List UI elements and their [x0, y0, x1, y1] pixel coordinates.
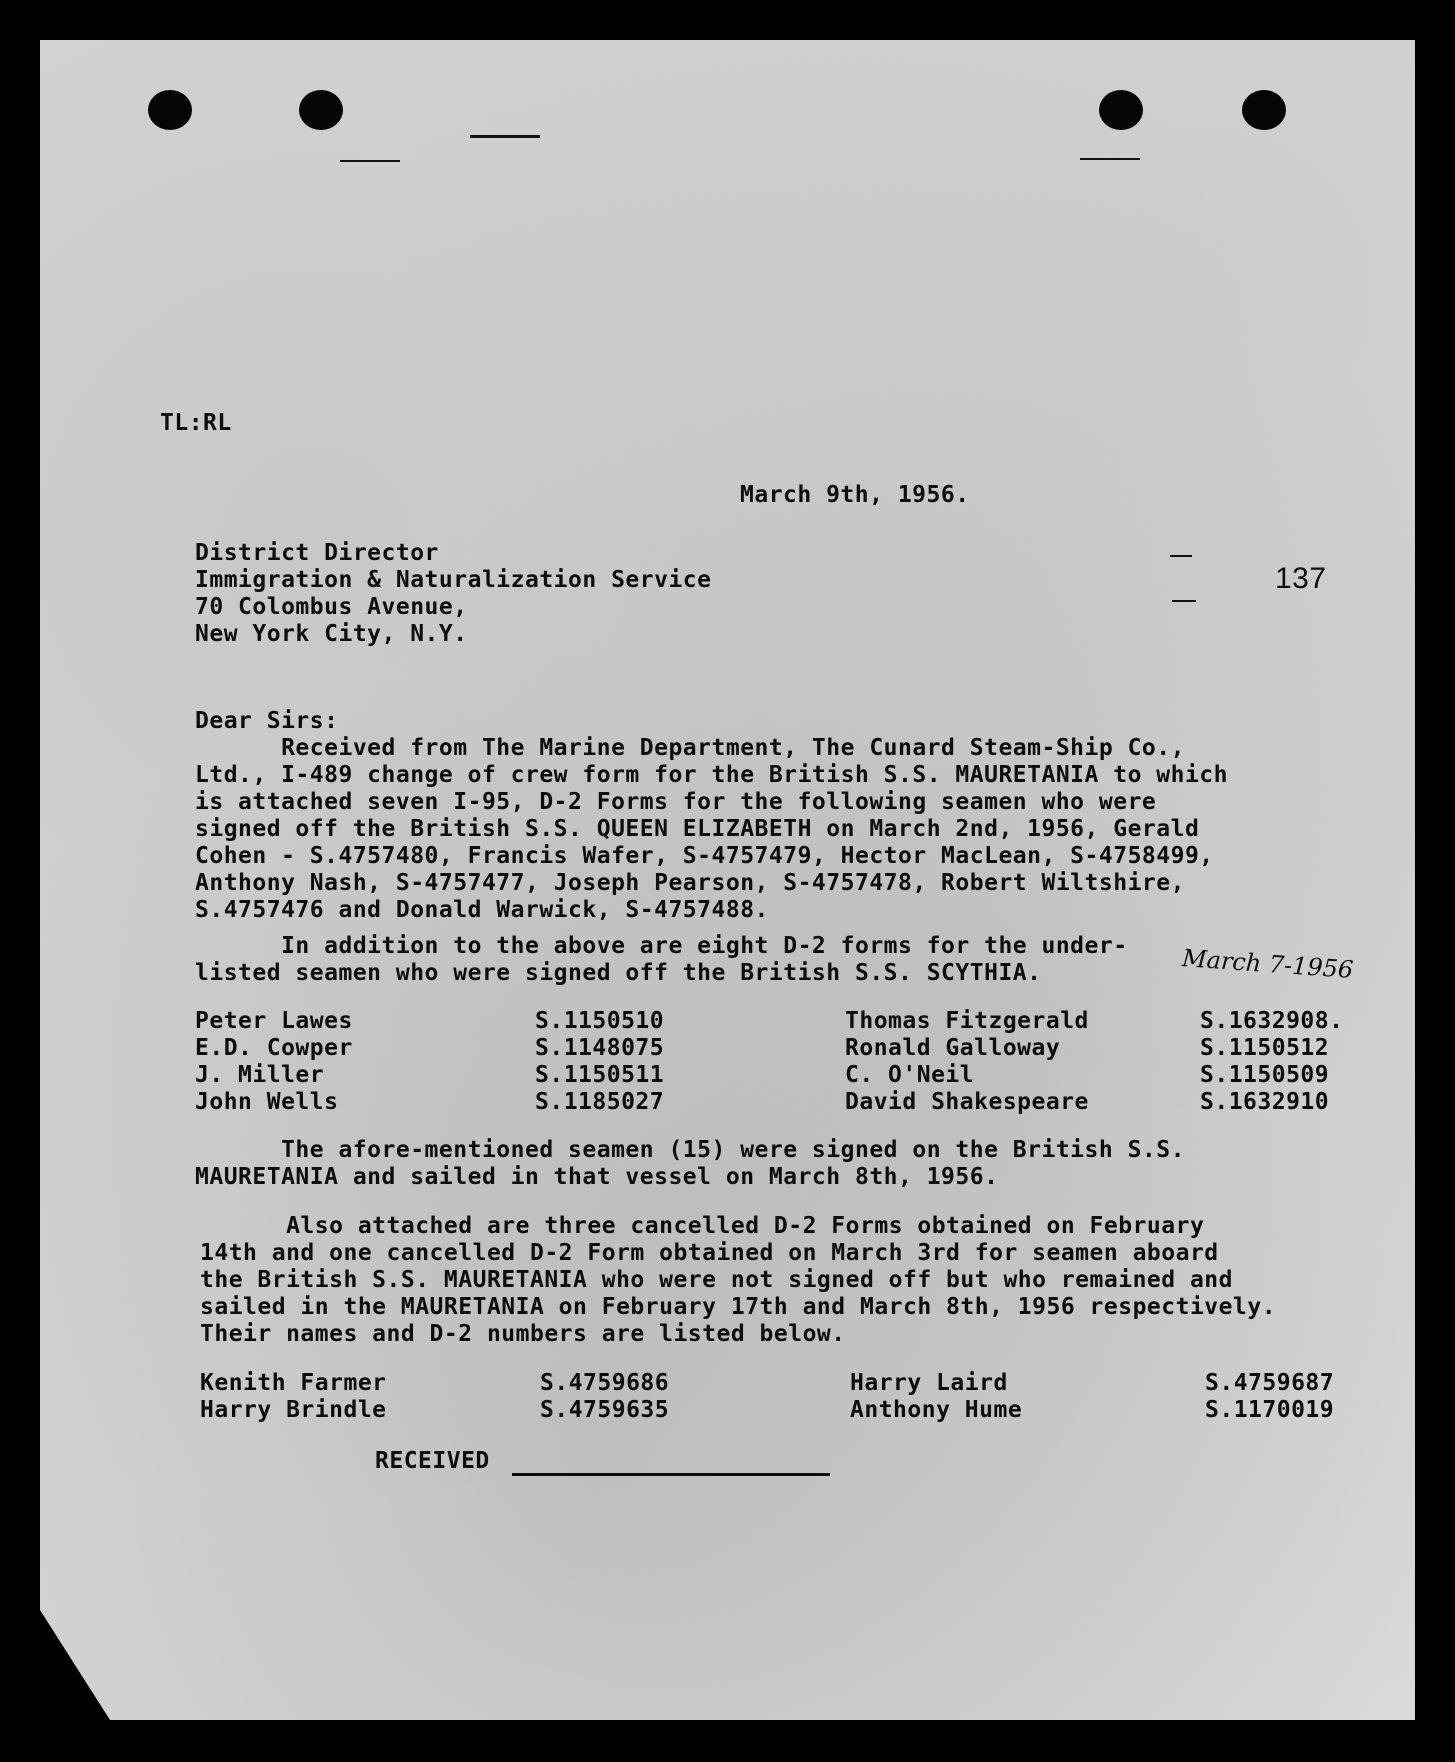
seaman-name: Peter Lawes: [195, 1008, 353, 1034]
text-line: The afore-mentioned seamen (15) were signed on the British S.S.: [195, 1137, 1185, 1163]
punch-hole: [299, 90, 343, 130]
seaman-name: David Shakespeare: [845, 1089, 1089, 1115]
paragraph-4: [200, 1213, 1276, 1348]
seaman-number: S.1632908.: [1200, 1008, 1344, 1034]
text-line: Anthony Nash, S-4757477, Joseph Pearson, S-4757478, Robert Wiltshire,: [195, 870, 1185, 896]
paragraph-3: [195, 1137, 1185, 1191]
seaman-name: C. O'Neil: [845, 1062, 975, 1088]
letter-date: March 9th, 1956.: [740, 482, 970, 508]
seaman-number: S.4759686: [540, 1370, 670, 1396]
text-line: Ltd., I-489 change of crew form for the British S.S. MAURETANIA to which: [195, 762, 1228, 788]
signature-line: [512, 1473, 830, 1476]
text-line: 14th and one cancelled D-2 Form obtained on March 3rd for seamen aboard: [200, 1240, 1219, 1266]
seaman-number: S.1150509: [1200, 1062, 1330, 1088]
text-line: In addition to the above are eight D-2 forms for the under-: [195, 933, 1128, 959]
seaman-number: S.4759635: [540, 1397, 670, 1423]
seaman-name: Harry Brindle: [200, 1397, 387, 1423]
seaman-number: S.1185027: [535, 1089, 665, 1115]
seaman-number: S.1170019: [1205, 1397, 1335, 1423]
address-line: Immigration & Naturalization Service: [195, 567, 712, 593]
seaman-number: S.1150512: [1200, 1035, 1330, 1061]
salutation: Dear Sirs:: [195, 708, 339, 734]
text-line: Received from The Marine Department, The Cunard Steam-Ship Co.,: [195, 735, 1185, 761]
letter-page: [40, 40, 1415, 1720]
text-line: the British S.S. MAURETANIA who were not signed off but who remained and: [200, 1267, 1233, 1293]
text-line: MAURETANIA and sailed in that vessel on March 8th, 1956.: [195, 1164, 999, 1190]
recipient-address: [195, 540, 712, 648]
text-line: S.4757476 and Donald Warwick, S-4757488.: [195, 897, 769, 923]
seaman-name: John Wells: [195, 1089, 339, 1115]
paragraph-1: [195, 735, 1228, 924]
handwritten-annotation: March 7-1956: [1181, 944, 1355, 984]
seaman-number: S.1150510: [535, 1008, 665, 1034]
text-line: sailed in the MAURETANIA on February 17th and March 8th, 1956 respectively.: [200, 1294, 1277, 1320]
text-line: listed seamen who were signed off the British S.S. SCYTHIA.: [195, 960, 1042, 986]
seaman-name: J. Miller: [195, 1062, 325, 1088]
stray-mark: [1170, 555, 1192, 557]
text-line: Their names and D-2 numbers are listed below.: [200, 1321, 846, 1347]
seaman-number: S.1148075: [535, 1035, 665, 1061]
seaman-number: S.1632910: [1200, 1089, 1330, 1115]
text-line: Also attached are three cancelled D-2 Forms obtained on February: [200, 1213, 1205, 1239]
seaman-name: Thomas Fitzgerald: [845, 1008, 1089, 1034]
address-line: New York City, N.Y.: [195, 621, 468, 647]
punch-hole: [1099, 90, 1143, 130]
seaman-name: Harry Laird: [850, 1370, 1008, 1396]
received-label: RECEIVED: [375, 1448, 490, 1474]
seaman-name: Anthony Hume: [850, 1397, 1023, 1423]
seaman-name: Ronald Galloway: [845, 1035, 1061, 1061]
punch-hole: [148, 90, 192, 130]
stray-mark: [1172, 600, 1196, 602]
text-line: Cohen - S.4757480, Francis Wafer, S-4757479, Hector MacLean, S-4758499,: [195, 843, 1214, 869]
reference-initials: TL:RL: [160, 410, 232, 436]
punch-hole: [1242, 90, 1286, 130]
stray-mark: [470, 135, 540, 138]
text-line: signed off the British S.S. QUEEN ELIZABETH on March 2nd, 1956, Gerald: [195, 816, 1200, 842]
seaman-number: S.1150511: [535, 1062, 665, 1088]
page-number: 137: [1275, 562, 1327, 595]
torn-corner: [40, 1610, 110, 1720]
stray-mark: [340, 160, 400, 162]
seaman-number: S.4759687: [1205, 1370, 1335, 1396]
paragraph-2: [195, 933, 1128, 987]
address-line: District Director: [195, 540, 439, 566]
text-line: is attached seven I-95, D-2 Forms for the following seamen who were: [195, 789, 1157, 815]
stray-mark: [1080, 158, 1140, 160]
seaman-name: E.D. Cowper: [195, 1035, 353, 1061]
address-line: 70 Colombus Avenue,: [195, 594, 468, 620]
seaman-name: Kenith Farmer: [200, 1370, 387, 1396]
